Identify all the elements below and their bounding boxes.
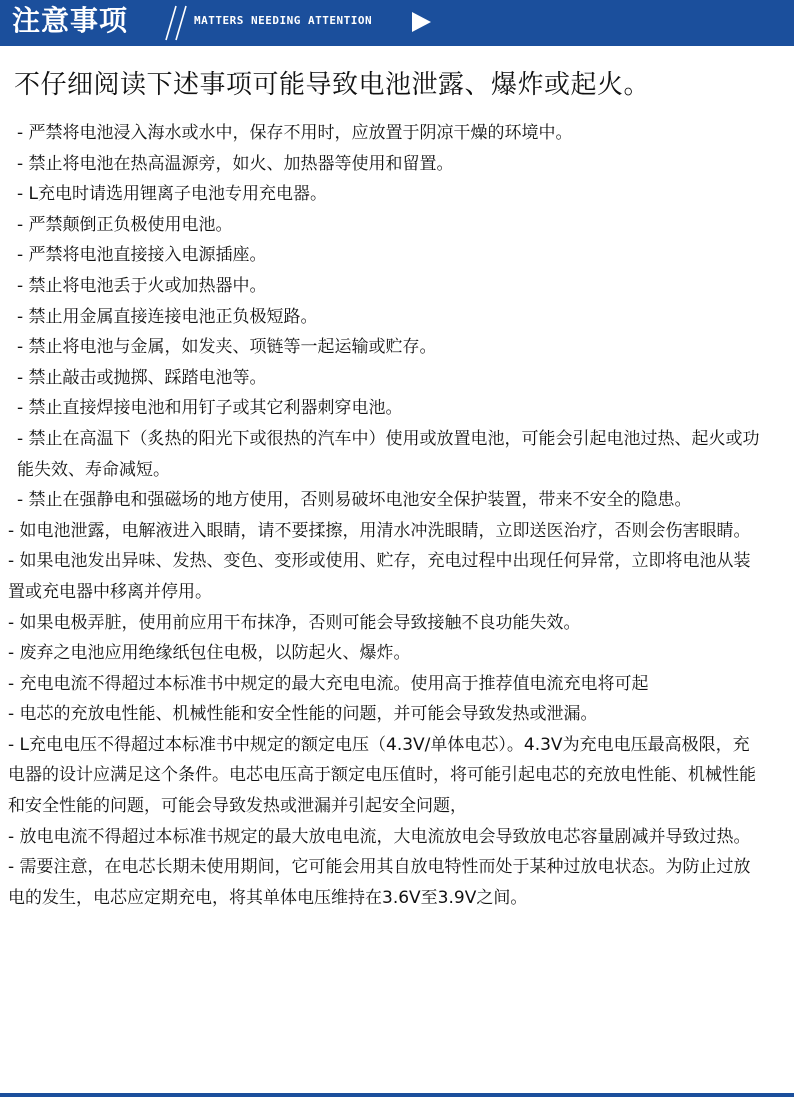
list-item: - 严禁将电池直接接入电源插座。: [17, 245, 267, 266]
list-item: - 禁止在高温下（炙热的阳光下或很热的汽车中）使用或放置电池，可能会引起电池过热、起火或功能失效、寿命减短。: [17, 428, 760, 480]
list-item: - 如果电极弄脏，使用前应用干布抹净，否则可能会导致接触不良功能失效。: [8, 612, 581, 633]
list-item: - 如电池泄露，电解液进入眼睛，请不要揉擦，用清水冲洗眼睛，立即送医治疗，否则会伤害眼睛。: [8, 520, 751, 541]
list-item: - 电芯的充放电性能、机械性能和安全性能的问题，并可能会导致发热或泄漏。: [8, 704, 598, 725]
section-header: [0, 0, 794, 46]
section-subtitle: MATTERS NEEDING ATTENTION: [194, 14, 373, 27]
list-item: - 禁止用金属直接连接电池正负极短路。: [17, 306, 318, 327]
list-item: - 严禁颠倒正负极使用电池。: [17, 214, 233, 235]
list-item: - 禁止将电池丢于火或加热器中。: [17, 275, 267, 296]
precaution-list: [0, 118, 794, 913]
list-item: - 禁止将电池在热高温源旁，如火、加热器等使用和留置。: [17, 153, 454, 174]
double-slash-icon: [162, 2, 190, 42]
list-item: - 禁止将电池与金属，如发夹、项链等一起运输或贮存。: [17, 337, 437, 358]
list-item: - 禁止敲击或抛掷、踩踏电池等。: [17, 367, 267, 388]
list-item: - 禁止直接焊接电池和用钉子或其它利器刺穿电池。: [17, 398, 403, 419]
list-item: - 废弃之电池应用绝缘纸包住电极，以防起火、爆炸。: [8, 643, 411, 664]
section-title: 注意事项: [12, 4, 129, 37]
play-arrow-icon: [410, 11, 432, 33]
list-item: - 如果电池发出异味、发热、变色、变形或使用、贮存，充电过程中出现任何异常，立即将电池从装置或充电器中移离并停用。: [8, 551, 751, 602]
list-item: - 需要注意，在电芯长期未使用期间，它可能会用其自放电特性而处于某种过放电状态。为防止过放电的发生，电芯应定期充电，将其单体电压维持在3.6V至3.9V之间。: [8, 857, 751, 908]
warning-headline: 不仔细阅读下述事项可能导致电池泄露、爆炸或起火。: [14, 70, 651, 100]
list-item: - 严禁将电池浸入海水或水中，保存不用时，应放置于阴凉干燥的环境中。: [17, 123, 573, 143]
list-item: - 充电电流不得超过本标准书中规定的最大充电电流。使用高于推荐值电流充电将可起: [8, 673, 649, 694]
list-item: - 放电电流不得超过本标准书规定的最大放电电流，大电流放电会导致放电芯容量剧减并导致过热。: [8, 826, 751, 847]
bottom-divider: [0, 1093, 794, 1097]
list-item: - L充电时请选用锂离子电池专用充电器。: [17, 184, 328, 205]
list-item: - 禁止在强静电和强磁场的地方使用，否则易破坏电池安全保护装置，带来不安全的隐患。: [17, 490, 692, 511]
list-item: - L充电电压不得超过本标准书中规定的额定电压（4.3V/单体电芯）。4.3V为充电电压最高极限，充电器的设计应满足这个条件。电芯电压高于额定电压值时，将可能引起电芯的充放电性能、机械性能和安全性能的问题，可能会导致发热或泄漏并引起安全问题，: [8, 734, 756, 817]
